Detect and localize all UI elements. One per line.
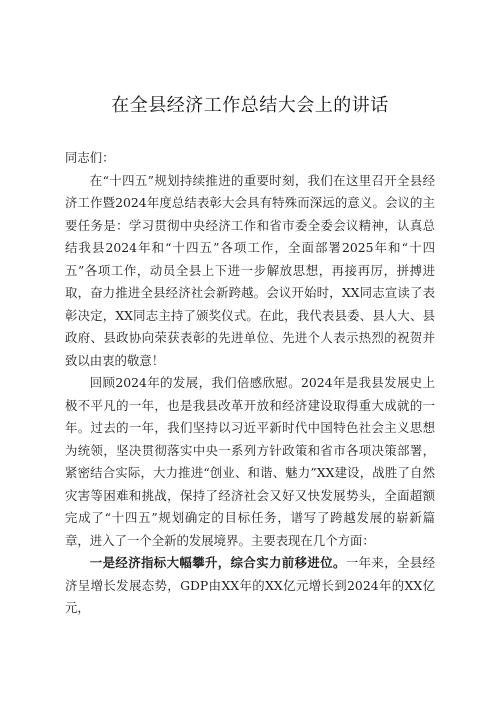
salutation: 同志们： (65, 150, 115, 165)
paragraph-opening (65, 170, 435, 373)
paragraph-review (65, 372, 435, 552)
paragraph-text: 回顾2024年的发展，我们倍感欣慰。2024年是我县发展史上极不平凡的一年，也是我县改革开放和经济建设取得重大成就的一年。过去的一年，我们坚持以习近平新时代中国特色社会主义思想为统领，坚决贯彻落实中央一系列方针政策和省市各项决策部署，紧密结合实际，大力推进“创业、和谐、魅力”XX建设，战胜了自然灾害等困难和挑战，保持了经济社会又好又快发展势头，全面超额完成了“十四五”规划确定的目标任务，谱写了跨越发展的崭新篇章，进入了一个全新的发展境界。主要表现在几个方面： (65, 375, 435, 548)
paragraph-text: 一年来，全县经济呈增长发展态势，GDP由XX年的XX亿元增长到2024年的XX亿元， (65, 555, 436, 615)
paragraph-point-one (65, 552, 435, 620)
document-body (65, 147, 435, 620)
document-title: 在全县经济工作总结大会上的讲话 (111, 95, 389, 116)
paragraph-text: 在“十四五”规划持续推进的重要时刻，我们在这里召开全县经济工作暨2024年度总结表彰大会具有特殊而深远的意义。会议的主要任务是：学习贯彻中央经济工作和省市委全委会议精神，认真总结我县2024年和“十四五”各项工作，全面部署2025年和“十四五”各项工作，动员全县上下进一步解放思想，再接再厉，拼搏进取，奋力推进全县经济社会新跨越。会议开始时，XX同志宣读了表彰决定，XX同志主持了颁奖仪式。在此，我代表县委、县人大、县政府、县政协向荣获表彰的先进单位、先进个人表示热烈的祝贺并致以由衷的敬意！ (65, 172, 435, 368)
paragraph-lead: 一是经济指标大幅攀升，综合实力前移进位。 (89, 555, 346, 570)
